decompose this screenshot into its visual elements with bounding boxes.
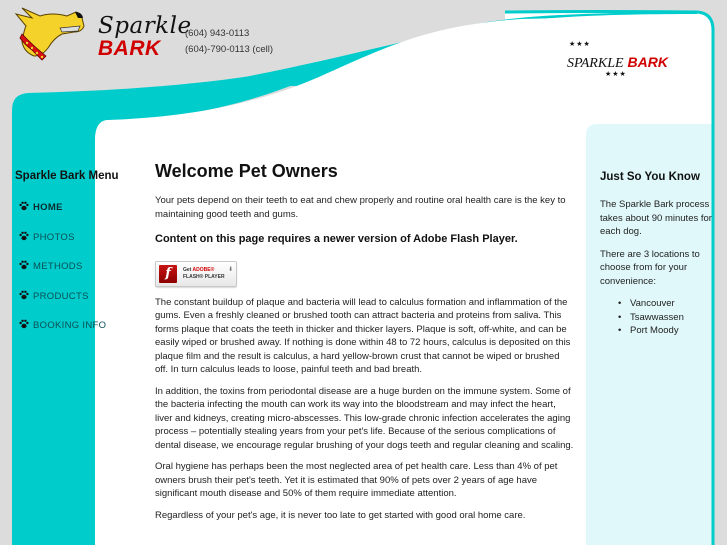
paw-icon [19, 260, 29, 270]
menu-item-products[interactable] [12, 291, 132, 321]
body-paragraph: In addition, the toxins from periodontal disease are a huge burden on the immune system. Some of the bacteria infecting the mouth can work its way into the bloodstream and may infect the heart, liver and kidneys, creating micro-abscesses. This low-grade chronic infection accelerates the aging process – potentially stealing years from your pet's life. Because of the serious complications of dental disease, we encourage regular brushing of your dogs teeth and regular cleaning and scaling. [155, 385, 574, 451]
paw-icon [19, 319, 29, 329]
stars-icon: ★★★ [605, 71, 627, 78]
paw-icon [19, 290, 29, 300]
menu-link-methods[interactable]: METHODS [33, 261, 83, 272]
menu-item-booking-info[interactable] [12, 320, 132, 350]
location-item: • Vancouver [618, 297, 712, 311]
sidebar-title: Just So You Know [600, 171, 700, 183]
body-paragraph: Regardless of your pet's age, it is never too late to get started with good oral home care. [155, 509, 526, 521]
brand-wordmark[interactable] [96, 14, 192, 60]
download-arrow-icon: ⬇ [227, 266, 233, 273]
body-paragraph: Oral hygiene has perhaps been the most neglected area of pet health care. Less than 4% of pet owners brush their pet's teeth. Yet it is estimated that 90% of pets over 2 years of age have significant mouth disease and 50% of them require immediate attention. [155, 461, 558, 499]
locations-intro-text: There are 3 locations to choose from for your convenience: [600, 248, 700, 287]
sparkle-bark-secondary-logo [563, 40, 688, 86]
dog-head-logo-icon[interactable] [12, 4, 88, 62]
flash-required-notice: Content on this page requires a newer version of Adobe Flash Player. [155, 233, 518, 245]
menu-link-home[interactable]: HOME [33, 202, 63, 213]
phone-numbers [185, 26, 273, 58]
main-content [155, 160, 575, 530]
get-flash-player-button[interactable] [155, 261, 237, 287]
brand-word-bark: BARK [98, 37, 161, 60]
process-duration-text: The Sparkle Bark process takes about 90 minutes for each dog. [600, 199, 712, 237]
phone-cell: (604)-790-0113 (cell) [185, 44, 274, 55]
locations-list [618, 297, 712, 338]
paw-icon [19, 231, 29, 241]
location-item: • Tsawwassen [618, 311, 712, 325]
phone-main: (604) 943-0113 [185, 28, 250, 39]
flash-logo-icon: f [159, 265, 177, 283]
menu-link-booking-info[interactable]: BOOKING INFO [33, 320, 107, 331]
sidebar-menu [12, 170, 132, 350]
paw-icon [19, 201, 29, 211]
logo-word-bark: BARK [627, 54, 668, 70]
page-title: Welcome Pet Owners [155, 161, 338, 181]
menu-item-home[interactable] [12, 202, 132, 232]
body-paragraph: The constant buildup of plaque and bacteria will lead to calculus formation and inflammation of the gums. Even a freshly cleaned or brushed tooth can attract bacteria and proteins from saliva. This forms plaque that coats the teeth in thicker and thicker layers. Plaque is soft, off-white, and can be easily wiped or brushed away. If nothing is done within 48 to 72 hours, calculus is deposited on this plaque film and the result is calculus, a hard yellow-brown crust that cannot be wiped or brushed off. In turn calculus leads to loose, painful teeth and bad breath. [155, 296, 571, 375]
menu-title: Sparkle Bark Menu [15, 170, 119, 182]
adobe-label: ADOBE® [192, 266, 215, 273]
menu-link-products[interactable]: PRODUCTS [33, 290, 89, 302]
location-item: • Port Moody [618, 324, 712, 338]
menu-item-methods[interactable] [12, 261, 132, 291]
menu-link-photos[interactable]: PHOTOS [33, 231, 75, 243]
menu-item-photos[interactable] [12, 232, 132, 262]
info-sidebar [600, 169, 712, 338]
stars-icon: ★★★ [569, 41, 591, 48]
brand-word-sparkle: Sparkle [98, 13, 192, 39]
logo-word-sparkle: SPARKLE [567, 56, 624, 71]
flash-button-label: Get ADOBE® FLASH® PLAYER [183, 266, 225, 280]
intro-paragraph: Your pets depend on their teeth to eat and chew properly and routine oral health care is the key to maintaining good teeth and gums. [155, 195, 566, 220]
